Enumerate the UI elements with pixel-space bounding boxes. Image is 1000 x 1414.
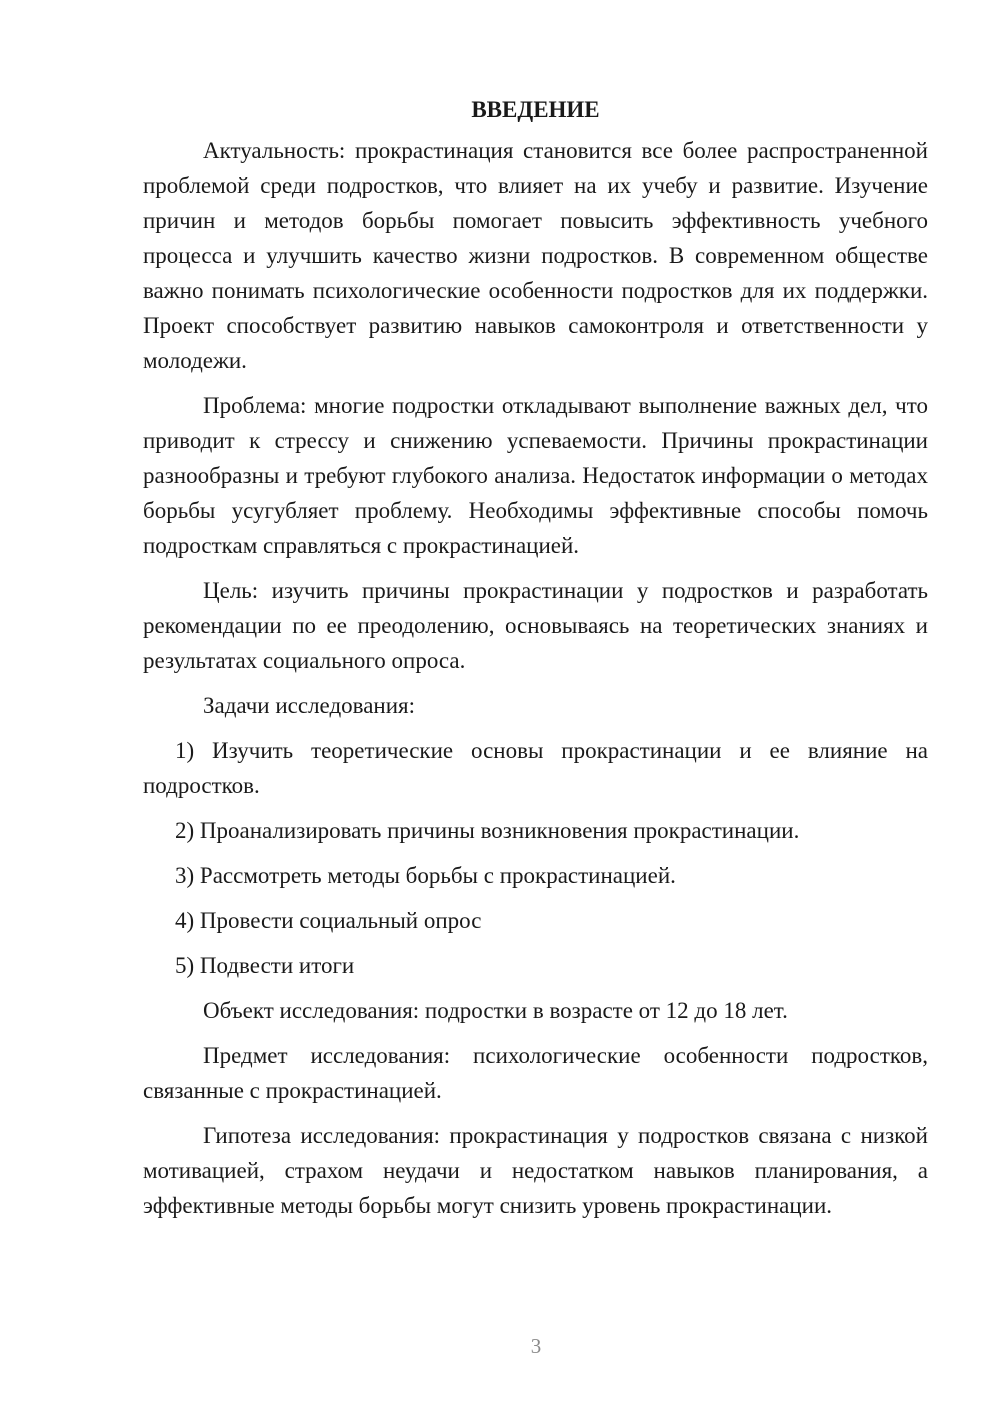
hypothesis-paragraph: Гипотеза исследования: прокрастинация у подростков связана с низкой мотивацией, страхом неудачи и недостатком навыков планирования, а эффективные методы борьбы могут снизить уровень прокрастинации. xyxy=(143,1123,928,1218)
goal-paragraph: Цель: изучить причины прокрастинации у подростков и разработать рекомендации по ее преодолению, основываясь на теоретических знаниях и результатах социального опроса. xyxy=(143,578,928,673)
subject-paragraph: Предмет исследования: психологические особенности подростков, связанные с прокрастинацией. xyxy=(143,1043,928,1103)
tasks-heading: Задачи исследования: xyxy=(203,693,416,718)
problem-paragraph: Проблема: многие подростки откладывают выполнение важных дел, что приводит к стрессу и снижению успеваемости. Причины прокрастинации разнообразны и требуют глубокого анализа. Недостаток информации о методах борьбы усугубляет проблему. Необходимы эффективные способы помочь подросткам справляться с прокрастинацией. xyxy=(143,393,928,558)
section-title: ВВЕДЕНИЕ xyxy=(471,97,600,122)
page-content xyxy=(143,92,928,1233)
task-item: 3) Рассмотреть методы борьбы с прокрастинацией. xyxy=(175,863,676,888)
task-item: 5) Подвести итоги xyxy=(175,953,355,978)
relevance-paragraph: Актуальность: прокрастинация становится все более распространенной проблемой среди подростков, что влияет на их учебу и развитие. Изучение причин и методов борьбы помогает повысить эффективность учебного процесса и улучшить качество жизни подростков. В современном обществе важно понимать психологические особенности подростков для их поддержки. Проект способствует развитию навыков самоконтроля и ответственности у молодежи. xyxy=(143,138,928,373)
page-number: 3 xyxy=(530,1334,542,1358)
task-item: 1) Изучить теоретические основы прокрастинации и ее влияние на подростков. xyxy=(143,738,928,798)
task-item: 2) Проанализировать причины возникновения прокрастинации. xyxy=(175,818,800,843)
tasks-list xyxy=(143,733,928,983)
task-item: 4) Провести социальный опрос xyxy=(175,908,482,933)
object-paragraph: Объект исследования: подростки в возрасте от 12 до 18 лет. xyxy=(203,998,788,1023)
